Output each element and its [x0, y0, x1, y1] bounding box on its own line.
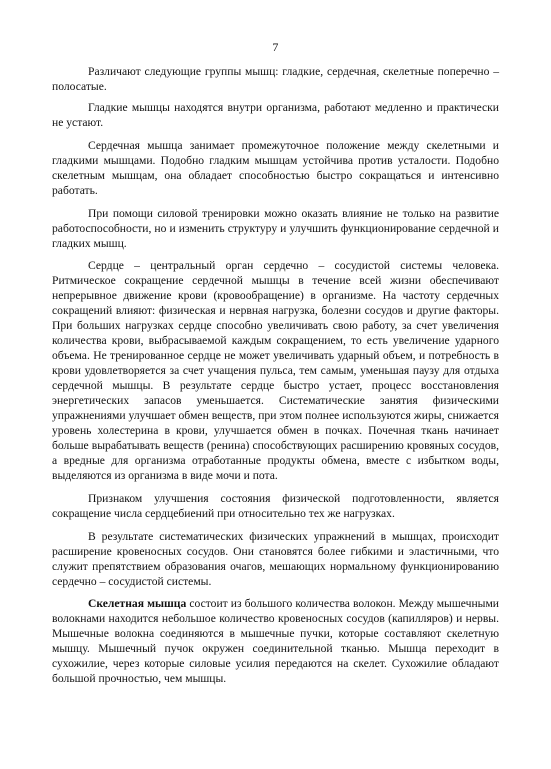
paragraph-blood-vessels: В результате систематических физических упражнений в мышцах, происходит расширение кровеносных сосудов. Они становятся более гибкими и эластичными, что служит препятствием образования очагов, мешающих нормальному функционированию сердечно – сосудистой системы. — [52, 530, 499, 589]
document-body — [52, 64, 499, 686]
paragraph-muscle-groups: Различают следующие группы мышц: гладкие, сердечная, скелетные поперечно – полосатые. — [52, 65, 499, 94]
page-number: 7 — [272, 40, 279, 54]
paragraph-gap — [52, 483, 499, 491]
skeletal-muscle-term: Скелетная мышца — [88, 596, 187, 610]
paragraph-gap — [52, 198, 499, 206]
paragraph-smooth-muscles: Гладкие мышцы находятся внутри организма, работают медленно и практически не устают. — [52, 101, 499, 130]
paragraph-gap — [52, 130, 499, 138]
paragraph-heart: Сердце – центральный орган сердечно – сосудистой системы человека. Ритмическое сокращение сердечной мышцы в течение всей жизни обеспечивают непрерывное движение крови (кровообращение) в организме. На частоту сердечных сокращений влияют: физическая и нервная нагрузка, болезни сосудов и другие факторы. При больших нагрузках сердце способно увеличивать свою работу, за счет увеличения количества крови, выбрасываемой каждым сокращением, то есть увеличение ударного объема. Не тренированное сердце не может увеличивать ударный объем, и потребность в крови удовлетворяется за счет учащения пульса, тем самым, уменьшая паузу для отдыха сердечной мышцы. В результате сердце быстро устает, процесс восстановления энергетических запасов уменьшается. Систематические занятия физическими упражнениями улучшает обмен веществ, при этом полнее используются жиры, снижается уровень холестерина в крови, улучшается обмен в почках. Почечная ткань начинает больше вырабатывать веществ (ренина) способствующих расширению кровяных сосудов, а вредные для организма отработанные продукты обмена, вместе с избытком воды, выделяются из организма в виде мочи и пота. — [52, 258, 499, 483]
paragraph-strength-training: При помощи силовой тренировки можно оказать влияние не только на развитие работоспособности, но и изменить структуру и улучшить функционирование сердечной и гладких мышц. — [52, 207, 499, 251]
paragraph-skeletal-muscle — [52, 596, 499, 686]
paragraph-fitness-sign: Признаком улучшения состояния физической подготовленности, является сокращение числа сердцебиений при относительно тех же нагрузках. — [52, 492, 499, 521]
skeletal-muscle-description: состоит из большого количества волокон. Между мышечными волокнами находится небольшое количество кровеносных сосудов (капилляров) и нервы. Мышечные волокна соединяются в мышечные пучки, которые составляют скелетную мышцу. Мышечный пучок окружен соединительной тканью. Мышца переходит в сухожилие, через которые силовые усилия передаются на скелет. Сухожилие обладают большой прочностью, чем мышцы. — [52, 596, 499, 685]
paragraph-gap — [52, 521, 499, 529]
paragraph-cardiac-muscle: Сердечная мышца занимает промежуточное положение между скелетными и гладкими мышцами. Подобно гладким мышцам устойчива против усталости. Подобно скелетным мышцам, она обладает способностью быстро сокращаться и интенсивно работать. — [52, 139, 499, 198]
